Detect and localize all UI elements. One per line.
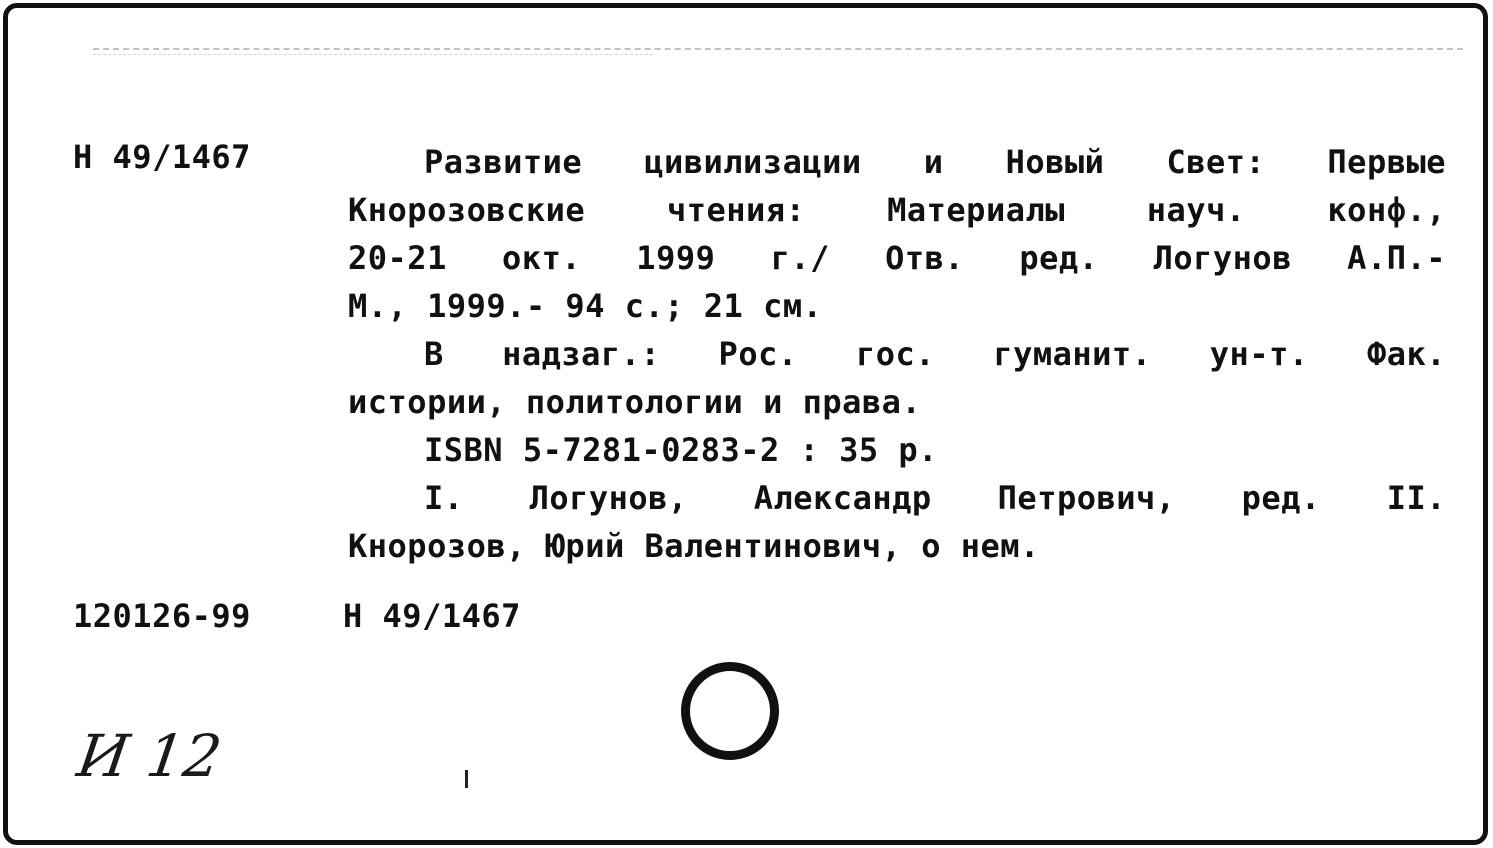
note-line: истории, политологии и права.: [348, 383, 922, 421]
top-dashed-rule-secondary: [93, 54, 653, 55]
note-line: В надзаг.: Рос. гос. гуманит. ун-т. Фак.: [424, 335, 1446, 373]
punch-hole: [681, 662, 779, 760]
top-dashed-rule: [93, 48, 1463, 50]
bibliographic-entry: [348, 138, 1446, 570]
entry-line: Развитие цивилизации и Новый Свет: Первые: [424, 143, 1446, 181]
shelfmark: Н 49/1467: [73, 138, 251, 176]
handwritten-note: И 12: [73, 722, 226, 790]
entry-line: М., 1999.- 94 с.; 21 см.: [348, 287, 823, 325]
isbn-line: ISBN 5-7281-0283-2 : 35 р.: [424, 431, 938, 469]
tracing-line: Кнорозов, Юрий Валентинович, о нем.: [348, 527, 1040, 565]
inventory-number: 120126-99: [73, 597, 251, 635]
inventory-shelfmark: Н 49/1467: [343, 597, 521, 635]
tracing-line: I. Логунов, Александр Петрович, ред. II.: [424, 479, 1446, 517]
entry-line: 20-21 окт. 1999 г./ Отв. ред. Логунов А.П.-: [348, 239, 1446, 277]
entry-line: Кнорозовские чтения: Материалы науч. конф.,: [348, 191, 1446, 229]
pen-mark: [465, 770, 468, 788]
